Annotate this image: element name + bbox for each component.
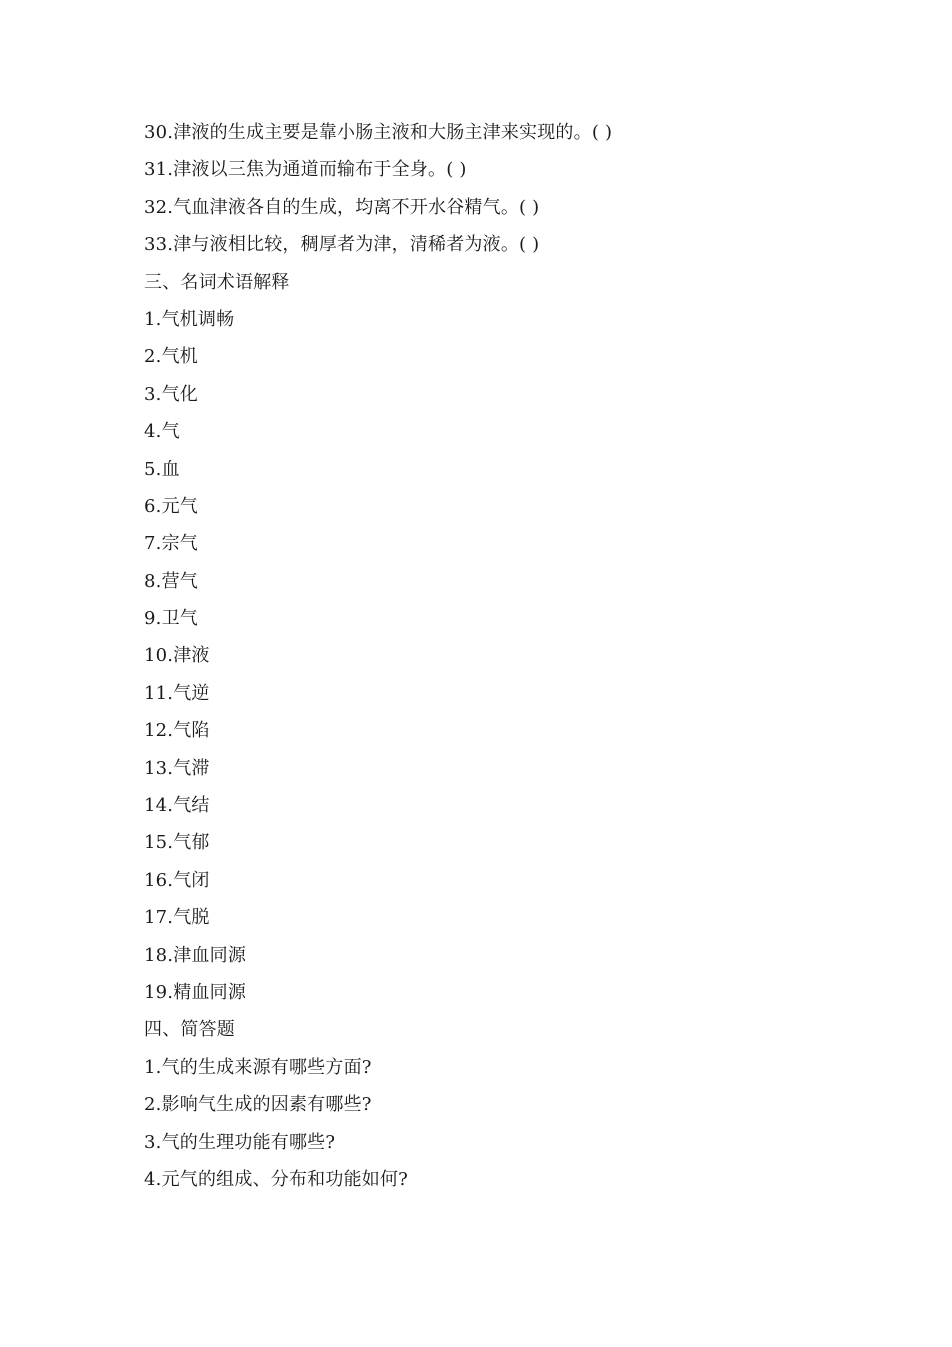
question-31: 31.津液以三焦为通道而输布于全身。( ) — [144, 159, 467, 181]
term-item: 2.气机 — [144, 346, 198, 368]
term-item: 15.气郁 — [144, 832, 210, 854]
question-30: 30.津液的生成主要是靠小肠主液和大肠主津来实现的。( ) — [144, 122, 613, 143]
term-item: 12.气陷 — [144, 720, 210, 742]
section-heading-short-answer: 四、简答题 — [144, 1019, 235, 1041]
term-item: 8.营气 — [144, 570, 198, 592]
question-32: 32.气血津液各自的生成，均离不开水谷精气。( ) — [144, 196, 540, 218]
term-item: 7.宗气 — [144, 533, 198, 555]
term-item: 17.气脱 — [144, 907, 210, 929]
short-answer-item: 1.气的生成来源有哪些方面? — [144, 1056, 372, 1078]
short-answer-item: 3.气的生理功能有哪些? — [144, 1131, 336, 1153]
term-item: 19.精血同源 — [144, 981, 247, 1003]
term-item: 18.津血同源 — [144, 944, 247, 966]
term-item: 10.津液 — [144, 645, 210, 667]
document-page — [144, 114, 844, 1198]
term-item: 11.气逆 — [144, 682, 210, 704]
term-item: 1.气机调畅 — [144, 308, 235, 330]
term-item: 13.气滞 — [144, 757, 210, 779]
term-item: 9.卫气 — [144, 608, 198, 630]
term-item: 6.元气 — [144, 495, 198, 517]
term-item: 16.气闭 — [144, 869, 210, 891]
question-33: 33.津与液相比较，稠厚者为津，清稀者为液。( ) — [144, 234, 540, 256]
term-item: 5.血 — [144, 458, 180, 480]
short-answer-item: 4.元气的组成、分布和功能如何? — [144, 1168, 409, 1190]
short-answer-item: 2.影响气生成的因素有哪些? — [144, 1094, 372, 1116]
term-item: 14.气结 — [144, 795, 210, 817]
term-item: 3.气化 — [144, 383, 198, 405]
section-heading-terms: 三、名词术语解释 — [144, 271, 290, 293]
term-item: 4.气 — [144, 421, 180, 443]
